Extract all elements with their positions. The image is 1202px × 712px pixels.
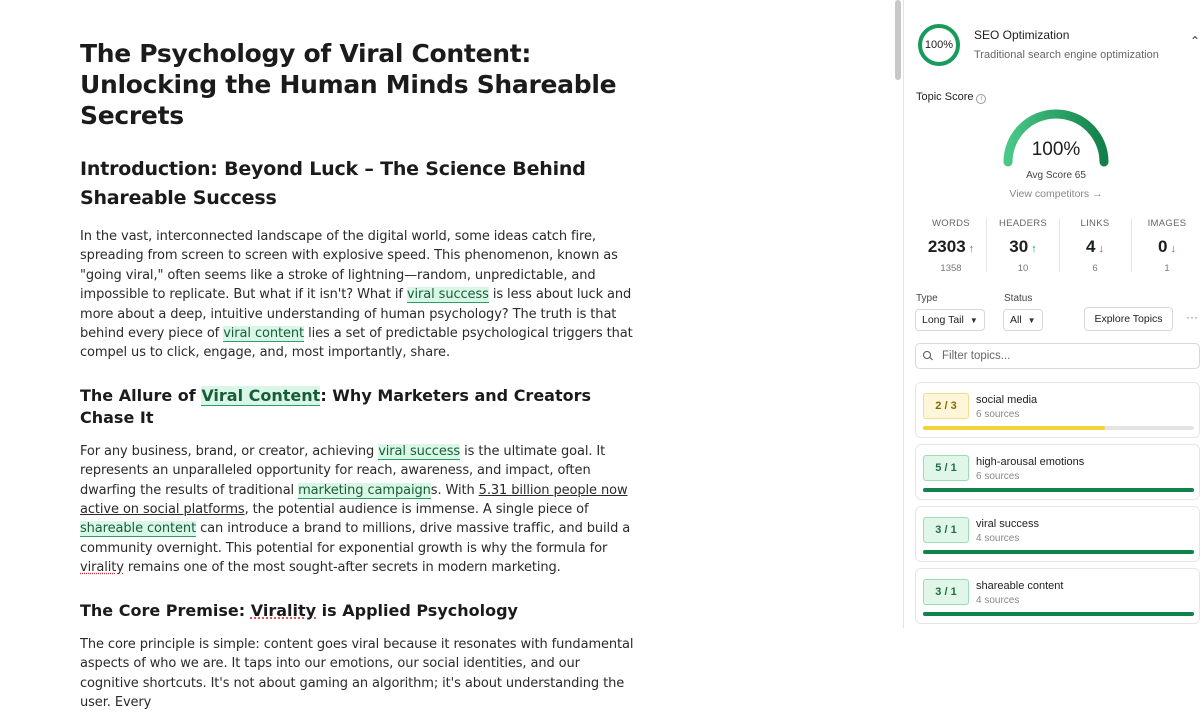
topic-ratio-badge: 3 / 1 xyxy=(923,517,969,543)
topic-card[interactable] xyxy=(915,382,1200,438)
paragraph-core[interactable]: The core principle is simple: content goes viral because it resonates with fundamental aspects of who we are. It taps into our emotions, our social identities, and our cognitive shortcuts. It's not about gaming an algorithm; it's about understanding the user. Every xyxy=(80,636,634,710)
text-run: is less about luck and more about a deep, intuitive understanding of human psychology? The truth is that behind every piece of xyxy=(80,287,632,342)
stat-value xyxy=(916,237,986,257)
content-stats xyxy=(904,218,1200,278)
stat-number: 30 xyxy=(1009,237,1029,256)
stat-target: 1358 xyxy=(940,263,962,274)
paragraph-intro[interactable] xyxy=(80,227,640,363)
arrow-up-icon: ↑ xyxy=(968,243,975,255)
stat-value xyxy=(988,237,1058,257)
topic-score-value: 100% xyxy=(1031,139,1081,160)
topic-progress-fill xyxy=(923,488,1194,492)
topic-progress-fill xyxy=(923,426,1105,430)
keyword-highlight[interactable]: shareable content xyxy=(80,521,197,537)
topic-name: viral success xyxy=(976,518,1039,530)
stat-value xyxy=(1060,237,1130,257)
topic-card[interactable] xyxy=(915,444,1200,500)
topic-sources: 6 sources xyxy=(976,471,1020,482)
topic-ratio-badge: 3 / 1 xyxy=(923,579,969,605)
topic-score-label: Topic Score xyxy=(916,91,974,103)
arrow-down-icon: ↓ xyxy=(1098,243,1104,255)
seo-title: SEO Optimization xyxy=(974,28,1070,42)
keyword-highlight[interactable]: viral success xyxy=(406,287,489,303)
topic-progress-fill xyxy=(923,612,1194,616)
text-run: lies a set of predictable psychological triggers that compel us to click, engage, and, most importantly, share. xyxy=(80,326,633,361)
collapse-chevron-icon[interactable]: ⌃ xyxy=(1190,34,1201,48)
topic-card[interactable] xyxy=(915,568,1200,624)
stat-number: 4 xyxy=(1086,237,1096,256)
statistic-link[interactable]: 5.31 billion people now active on social platforms xyxy=(80,482,628,518)
keyword-highlight[interactable]: Viral Content xyxy=(201,385,321,405)
keyword-highlight[interactable]: viral content xyxy=(223,326,305,342)
text-run: For any business, brand, or creator, achieving xyxy=(80,443,379,459)
topic-sources: 6 sources xyxy=(976,409,1020,420)
keyword-highlight[interactable]: viral success xyxy=(378,443,461,459)
topic-name: shareable content xyxy=(976,580,1064,592)
stat-words xyxy=(916,218,986,274)
topic-progress-bar xyxy=(923,426,1194,430)
explore-topics-button[interactable]: Explore Topics xyxy=(1084,307,1173,331)
text-run: The Core Premise: xyxy=(80,600,251,620)
more-options-icon[interactable]: ··· xyxy=(1186,310,1198,324)
text-run: is the ultimate goal. It represents an unparalleled opportunity for reach, awareness, and impact, often dwarfing the results of traditional xyxy=(80,443,606,498)
status-select[interactable] xyxy=(1003,309,1043,331)
stat-label: HEADERS xyxy=(998,218,1048,229)
stat-headers xyxy=(988,218,1058,274)
seo-score-ring: 100% xyxy=(918,24,960,66)
topic-progress-fill xyxy=(923,550,1194,554)
stat-number: 2303 xyxy=(927,237,966,256)
text-run: remains one of the most sought-after secrets in modern marketing. xyxy=(123,560,561,576)
stat-target: 1 xyxy=(1164,263,1170,274)
filter-topics-field[interactable] xyxy=(915,343,1200,369)
info-icon[interactable]: i xyxy=(976,94,986,104)
stat-separator xyxy=(986,218,987,272)
topic-progress-bar xyxy=(923,488,1194,492)
stat-number: 0 xyxy=(1158,237,1168,256)
topic-sources: 4 sources xyxy=(976,595,1020,606)
text-run: The Allure of xyxy=(80,385,202,405)
type-label: Type xyxy=(916,293,938,304)
stat-label: WORDS xyxy=(932,218,970,229)
topic-score-heading xyxy=(916,91,986,104)
text-run: can introduce a brand to millions, drive massive traffic, and build a community overnight. This potential for exponential growth is why the formula for xyxy=(80,521,631,556)
document-body[interactable] xyxy=(80,38,640,712)
keyword-highlight[interactable]: marketing campaign xyxy=(298,482,431,498)
spellcheck-word[interactable]: virality xyxy=(80,560,124,576)
editor-scrollbar[interactable] xyxy=(895,0,901,80)
filter-topics-input[interactable] xyxy=(942,350,1182,362)
view-competitors-link[interactable]: View competitors → xyxy=(1009,188,1103,200)
topic-name: high-arousal emotions xyxy=(976,456,1085,468)
topic-card[interactable] xyxy=(915,506,1200,562)
avg-score: Avg Score 65 xyxy=(1026,170,1086,181)
type-select[interactable] xyxy=(915,309,985,331)
topic-progress-bar xyxy=(923,612,1194,616)
topic-sources: 4 sources xyxy=(976,533,1020,544)
intro-heading[interactable]: Introduction: Beyond Luck – The Science Behind Shareable Success xyxy=(80,158,586,209)
topic-name: social media xyxy=(976,394,1038,406)
spellcheck-word[interactable]: Virality xyxy=(250,600,317,620)
chevron-down-icon: ▼ xyxy=(969,315,978,325)
status-value: All xyxy=(1010,314,1022,326)
text-run: is Applied Psychology xyxy=(316,600,518,620)
search-icon xyxy=(923,351,933,361)
text-run: s. With xyxy=(430,482,479,498)
arrow-down-icon: ↓ xyxy=(1170,243,1176,255)
stat-label: IMAGES xyxy=(1147,218,1187,229)
topic-ratio-badge: 5 / 1 xyxy=(923,455,969,481)
stat-value xyxy=(1132,237,1202,257)
paragraph-allure[interactable] xyxy=(80,442,640,578)
seo-optimization-header[interactable] xyxy=(918,24,1200,68)
chevron-down-icon: ▼ xyxy=(1027,315,1036,325)
type-value: Long Tail xyxy=(922,314,964,326)
stat-target: 10 xyxy=(1017,263,1029,274)
heading-core-premise[interactable] xyxy=(80,600,640,622)
heading-allure[interactable] xyxy=(80,385,640,429)
stat-images xyxy=(1132,218,1202,274)
status-label: Status xyxy=(1004,293,1033,304)
stat-label: LINKS xyxy=(1080,218,1110,229)
seo-panel xyxy=(904,0,1200,628)
text-run: , the potential audience is immense. A single piece of xyxy=(244,502,589,518)
text-run: : Why Marketers and Creators Chase It xyxy=(80,385,592,427)
topic-ratio-badge: 2 / 3 xyxy=(923,393,969,419)
seo-subtitle: Traditional search engine optimization xyxy=(974,49,1159,61)
article-title[interactable]: The Psychology of Viral Content: Unlocking the Human Minds Shareable Secrets xyxy=(80,39,617,130)
topic-progress-bar xyxy=(923,550,1194,554)
stat-target: 6 xyxy=(1092,263,1098,274)
arrow-up-icon: ↑ xyxy=(1031,243,1037,255)
stat-links xyxy=(1060,218,1130,274)
text-run: In the vast, interconnected landscape of the digital world, some ideas catch fire, spreading from screen to screen with explosive speed. This phenomenon, known as "going viral," often seems like a stroke of lightning—random, unpredictable, and impossible to replicate. But what if it isn't? What if xyxy=(80,229,618,303)
